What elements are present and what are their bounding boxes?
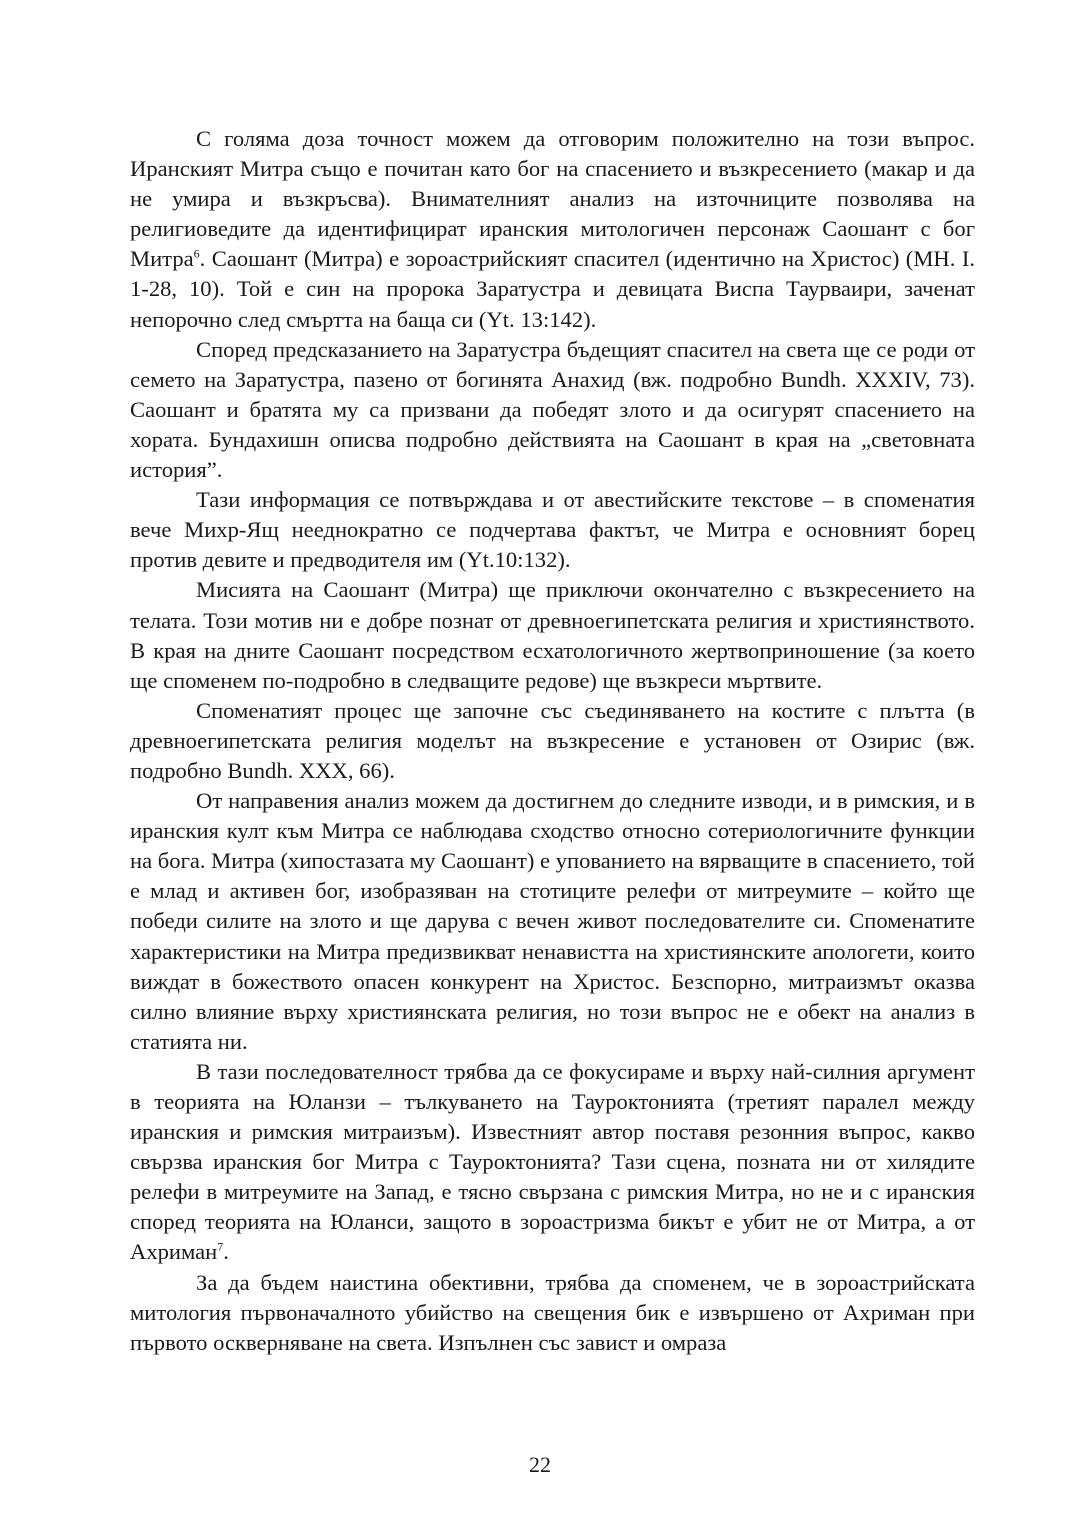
paragraph-3: Тази информация се потвърждава и от авестийските текстове – в споменатия вече Михр-Ящ нееднократно се подчертава фактът, че Митра е основният борец против девите и предводителя им (Yt.10:132). [130, 487, 975, 573]
footnote-marker-7[interactable]: 7 [217, 1239, 224, 1254]
paragraph-1 [130, 124, 975, 335]
paragraph-7 [130, 1057, 975, 1268]
paragraph-5: Споменатият процес ще започне със съединяването на костите с плътта (в древноегипетската религия моделът на възкресение е установен от Озирис (вж. подробно Bundh. XXX, 66). [130, 697, 975, 783]
footnote-marker-6[interactable]: 6 [193, 246, 200, 261]
paragraph-6: От направения анализ можем да достигнем до следните изводи, и в римския, и в иранския култ към Митра се наблюдава сходство относно сотериологичните функции на бога. Митра (хипостазата му Саошант) е упованието на вярващите в спасението, той е млад и активен бог, изобразяван на стотиците релефи от митреумите – който ще победи силите на злото и ще дарува с вечен живот последователите си. Споменатите характеристики на Митра предизвикват ненавистта на християнските апологети, които виждат в божеството опасен конкурент на Христос. Безспорно, митраизмът оказва силно влияние върху християнската религия, но този въпрос не е обект на анализ в статията ни. [130, 788, 975, 1054]
body-text [130, 124, 975, 1358]
page-number: 22 [529, 1452, 551, 1477]
paragraph-1-continuation: . Саошант (Митра) е зороастрийският спасител (идентично на Христос) (МН. I. 1-28, 10). Той е син на пророка Заратустра и девицата Виспа Таурваири, заченат непорочно след смъртта на баща си (Yt. 13:142). [130, 246, 975, 332]
paragraph-7-continuation: . [223, 1239, 229, 1265]
paragraph-1-text: С голяма доза точност можем да отговорим положително на този въпрос. Иранският Митра също е почитан като бог на спасението и възкресението (макар и да не умира и възкръсва). Внимателният анализ на източниците позволява на религиоведите да идентифицират иранския митологичен персонаж Саошант с бог Митра [130, 126, 975, 272]
paragraph-2: Според предсказанието на Заратустра бъдещият спасител на света ще се роди от семето на Заратустра, пазено от богинята Анахид (вж. подробно Bundh. XXXIV, 73). Саошант и братята му са призвани да победят злото и да осигурят спасението на хората. Бундахишн описва подробно действията на Саошант в края на „световната история”. [130, 336, 975, 483]
paragraph-7-text: В тази последователност трябва да се фокусираме и върху най-силния аргумент в теорията на Юланзи – тълкуването на Тауроктонията (третият паралел между иранския и римския митраизъм). Известният автор поставя резонния въпрос, какво свързва иранския бог Митра с Тауроктонията? Тази сцена, позната ни от хилядите релефи в митреумите на Запад, е тясно свързана с римския Митра, но не и с иранския според теорията на Юланси, защото в зороастризма бикът е убит не от Митра, а от Ахриман [130, 1058, 975, 1265]
paragraph-4: Мисията на Саошант (Митра) ще приключи окончателно с възкресението на телата. Този мотив ни е добре познат от древноегипетската религия и християнството. В края на дните Саошант посредством есхатологичното жертвоприношение (за което ще споменем по-подробно в следващите редове) ще възкреси мъртвите. [130, 577, 975, 693]
paragraph-8: За да бъдем наистина обективни, трябва да споменем, че в зороастрийската митология първоначалното убийство на свещения бик е извършено от Ахриман при първото оскверняване на света. Изпълнен със завист и омраза [130, 1269, 975, 1355]
